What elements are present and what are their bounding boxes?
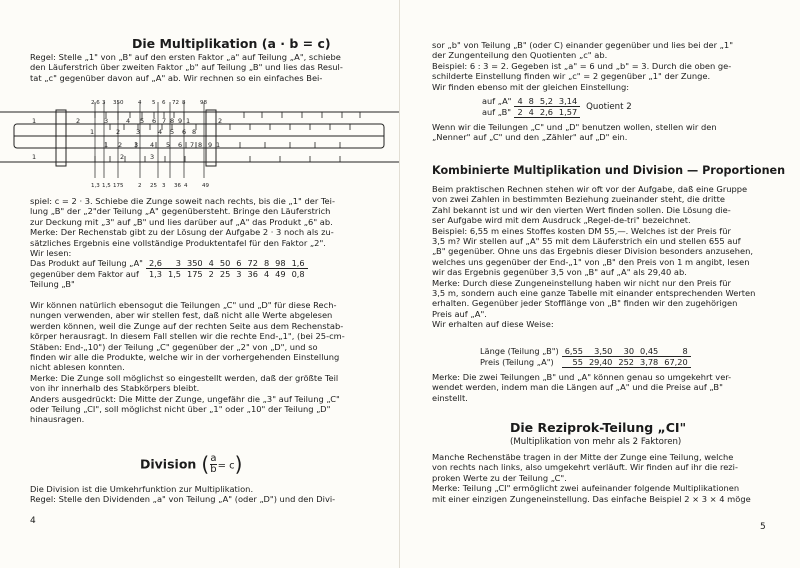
svg-text:98: 98 bbox=[200, 100, 207, 106]
svg-text:1,3: 1,3 bbox=[91, 183, 100, 189]
table-cell: 0,45 bbox=[637, 346, 661, 357]
text-line: finden wir alle die Produkte, welche wir in der vorhergehenden Einstellung bbox=[30, 352, 340, 362]
svg-text:25: 25 bbox=[150, 183, 157, 189]
table-cell: 3,50 bbox=[586, 346, 615, 357]
row-label: Teilung „B" bbox=[30, 279, 75, 289]
svg-text:1: 1 bbox=[186, 117, 191, 125]
table-cell: 67,20 bbox=[661, 357, 690, 368]
text-line: von ihr innerhalb des Stabkörpers bleibt. bbox=[30, 383, 200, 394]
text-line: lung „B" der „2"der Teilung „A" gegenübersteht. Bringe den Läuferstrich bbox=[30, 206, 331, 217]
table-cell: 98 bbox=[272, 258, 288, 269]
table-cell: 55 bbox=[562, 357, 586, 368]
reciprocal-scale-title: Die Reziprok-Teilung „CI" bbox=[510, 420, 687, 435]
table-cell: 2,6 bbox=[537, 107, 556, 118]
text-line: Merke: Durch diese Zungeneinstellung haben wir nicht nur den Preis für bbox=[432, 277, 731, 288]
fraction-numerator: a bbox=[210, 452, 217, 464]
table-cell: 3,78 bbox=[637, 357, 661, 368]
table-cell: 2,6 bbox=[146, 258, 165, 269]
table-cell: 4 bbox=[261, 269, 272, 280]
svg-text:2: 2 bbox=[116, 128, 121, 136]
reading-lines bbox=[95, 102, 204, 178]
table-cell: 6,55 bbox=[562, 346, 586, 357]
page-number-left: 4 bbox=[30, 516, 36, 526]
svg-text:3: 3 bbox=[136, 128, 141, 136]
table-cell: 3,14 bbox=[556, 96, 580, 107]
text-line: proken Werte zu der Teilung „C". bbox=[432, 472, 567, 483]
text-line: Die Division ist die Umkehrfunktion zur Multiplikation. bbox=[30, 484, 254, 494]
svg-text:9: 9 bbox=[208, 141, 213, 149]
text-line: Beim praktischen Rechnen stehen wir oft vor der Aufgabe, daß eine Gruppe bbox=[432, 184, 748, 194]
multiplication-title: Die Multiplikation (a · b = c) bbox=[132, 36, 331, 51]
svg-text:350: 350 bbox=[113, 100, 124, 106]
svg-text:49: 49 bbox=[202, 183, 209, 189]
division-title: Division bbox=[140, 456, 197, 472]
svg-text:3: 3 bbox=[104, 117, 109, 125]
text-line: Regel: Stelle den Dividenden „a" von Teilung „A" (oder „D") und den Divi- bbox=[30, 494, 336, 505]
svg-text:2: 2 bbox=[118, 141, 123, 149]
fraction-result: = c bbox=[217, 460, 235, 472]
svg-text:3: 3 bbox=[150, 153, 155, 161]
table-cell: 3 bbox=[165, 258, 184, 269]
table-cell: 49 bbox=[272, 269, 288, 280]
text-line: den Läuferstrich über zweiten Faktor „b" auf Teilung „B" und lies das Resul- bbox=[30, 62, 343, 73]
svg-text:2: 2 bbox=[218, 117, 223, 125]
table-cell: 350 bbox=[184, 258, 206, 269]
price-table bbox=[480, 346, 691, 368]
table-cell: 6 bbox=[233, 258, 244, 269]
svg-text:7: 7 bbox=[190, 141, 195, 149]
svg-text:6: 6 bbox=[162, 100, 166, 106]
text-line: Merke: Der Rechenstab gibt zu der Lösung der Aufgabe 2 · 3 noch als zu- bbox=[30, 227, 334, 238]
table-cell: 25 bbox=[217, 269, 233, 280]
table-cell: 4 bbox=[206, 258, 217, 269]
svg-text:36: 36 bbox=[174, 183, 181, 189]
svg-text:8: 8 bbox=[192, 128, 197, 136]
svg-text:3: 3 bbox=[162, 183, 166, 189]
division-fraction bbox=[210, 454, 216, 475]
svg-text:9: 9 bbox=[178, 117, 183, 125]
table-cell: 36 bbox=[245, 269, 261, 280]
svg-text:4: 4 bbox=[126, 117, 131, 125]
table-cell: 30 bbox=[615, 346, 637, 357]
svg-text:1: 1 bbox=[104, 141, 109, 149]
table-cell: 50 bbox=[217, 258, 233, 269]
text-line: nungen verwenden, aber wir stellen fest, daß nicht alle Werte abgelesen bbox=[30, 310, 333, 321]
text-line: körper herausragt. In diesem Fall stellen wir die rechte End-„1", (bei 25-cm- bbox=[30, 331, 345, 342]
svg-text:3: 3 bbox=[134, 141, 139, 149]
row-label: auf „B" bbox=[482, 107, 512, 117]
text-line: Beispiel: 6 : 3 = 2. Gegeben ist „a" = 6 und „b" = 3. Durch die oben ge- bbox=[432, 60, 732, 71]
table-cell: 2 bbox=[514, 107, 525, 118]
text-line: „Nenner" auf „C" und den „Zähler" auf „D" ein. bbox=[432, 132, 628, 143]
text-line: wir das Ergebnis gegenüber 3,5 von „B" auf „A" als 29,40 ab. bbox=[432, 267, 687, 278]
svg-text:7: 7 bbox=[162, 117, 167, 125]
svg-text:4: 4 bbox=[184, 183, 188, 189]
text-line: Wir finden ebenso mit der gleichen Einstellung: bbox=[432, 81, 630, 92]
svg-text:1: 1 bbox=[32, 117, 37, 125]
text-line: Regel: Stelle „1" von „B" auf den ersten Faktor „a" auf Teilung „A", schiebe bbox=[30, 52, 341, 62]
svg-text:5: 5 bbox=[152, 100, 156, 106]
text-line: „B" gegenüber. Ohne uns das Ergebnis dieser Division besonders anzusehen, bbox=[432, 246, 754, 257]
row-label: Das Produkt auf Teilung „A" bbox=[30, 258, 143, 269]
svg-text:1,5: 1,5 bbox=[102, 183, 111, 189]
row-label: Länge (Teilung „B") bbox=[480, 346, 559, 357]
text-line: Wir können natürlich ebensogut die Teilungen „C" und „D" für diese Rech- bbox=[30, 300, 337, 310]
text-line: schilderte Einstellung finden wir „c" = 2 gegenüber „1" der Zunge. bbox=[432, 71, 711, 82]
svg-text:2: 2 bbox=[138, 183, 142, 189]
svg-text:5: 5 bbox=[166, 141, 171, 149]
reciprocal-scale-subtitle: (Multiplikation von mehr als 2 Faktoren) bbox=[510, 437, 682, 447]
svg-text:2: 2 bbox=[76, 117, 81, 125]
table-cell: 8 bbox=[526, 96, 537, 107]
table-cell: 1,57 bbox=[556, 107, 580, 118]
svg-text:1: 1 bbox=[32, 153, 37, 161]
svg-text:6: 6 bbox=[182, 128, 187, 136]
text-line: der Zungenteilung den Quotienten „c" ab. bbox=[432, 50, 608, 61]
table-cell: 252 bbox=[615, 357, 637, 368]
text-line: welches uns gegenüber der End-„1" von „B" den Preis von 1 m angibt, lesen bbox=[432, 256, 750, 267]
table-cell: 29,40 bbox=[586, 357, 615, 368]
table-cell: 8 bbox=[661, 346, 690, 357]
text-line: nicht ablesen konnten. bbox=[30, 362, 125, 373]
text-line: 3,5 m? Wir stellen auf „A" 55 mit dem Läuferstrich ein und stellen 655 auf bbox=[432, 236, 741, 246]
text-line: wendet werden, indem man die Längen auf „A" und die Preise auf „B" bbox=[432, 382, 723, 393]
svg-text:5: 5 bbox=[140, 117, 145, 125]
text-line: von rechts nach links, also umgekehrt verläuft. Wir finden auf ihr die rezi- bbox=[432, 462, 738, 473]
table-cell: 5,2 bbox=[537, 96, 556, 107]
svg-text:4: 4 bbox=[150, 141, 155, 149]
svg-text:2,6: 2,6 bbox=[91, 100, 100, 106]
text-line: Merke: Die zwei Teilungen „B" und „A" können genau so umgekehrt ver- bbox=[432, 372, 732, 382]
text-line: Preis auf „A". bbox=[432, 308, 487, 319]
text-line: erhalten. Gegenüber jeder Stofflänge von „B" finden wir den zugehörigen bbox=[432, 298, 738, 309]
right-page bbox=[400, 0, 800, 568]
svg-text:6: 6 bbox=[152, 117, 157, 125]
division-heading: Division ( $\frac{a}{b}$ = c) bbox=[140, 452, 243, 476]
text-line: Wir erhalten auf diese Weise: bbox=[432, 319, 554, 330]
svg-text:8: 8 bbox=[182, 100, 186, 106]
svg-text:6: 6 bbox=[178, 141, 183, 149]
text-line: Beispiel: 6,55 m eines Stoffes kosten DM 55,—. Welches ist der Preis für bbox=[432, 225, 731, 236]
text-line: tat „c" gegenüber davon auf „A" ab. Wir rechnen so ein einfaches Bei- bbox=[30, 72, 323, 83]
row-label: Preis (Teilung „A") bbox=[480, 357, 554, 367]
quotient-result: Quotient 2 bbox=[586, 101, 632, 112]
text-line: hinausragen. bbox=[30, 414, 85, 425]
page-number-right: 5 bbox=[760, 522, 766, 532]
svg-text:2: 2 bbox=[120, 153, 125, 161]
rule-top-labels bbox=[91, 100, 207, 106]
svg-text:8: 8 bbox=[170, 117, 175, 125]
product-table bbox=[30, 258, 308, 289]
table-cell: 1,6 bbox=[289, 258, 308, 269]
scale-ticks bbox=[95, 112, 360, 162]
text-line: einstellt. bbox=[432, 392, 468, 403]
table-cell: 175 bbox=[184, 269, 206, 280]
svg-text:8: 8 bbox=[198, 141, 203, 149]
text-line: zur Deckung mit „3" auf „B" und lies darüber auf „A" das Produkt „6" ab. bbox=[30, 216, 333, 227]
svg-text:72: 72 bbox=[172, 100, 179, 106]
svg-text:4: 4 bbox=[158, 128, 163, 136]
table-cell: 3 bbox=[233, 269, 244, 280]
text-line: Wir lesen: bbox=[30, 248, 72, 258]
svg-text:175: 175 bbox=[113, 183, 124, 189]
text-line: Manche Rechenstäbe tragen in der Mitte der Zunge eine Teilung, welche bbox=[432, 452, 734, 462]
svg-text:1: 1 bbox=[90, 128, 95, 136]
text-line: mit einer einzigen Zungeneinstellung. Das einfache Beispiel 2 × 3 × 4 möge bbox=[432, 493, 751, 504]
text-line: ser Aufgabe wird mit dem Ausdruck „Regel-de-tri" bezeichnet. bbox=[432, 215, 691, 226]
text-line: spiel: c = 2 · 3. Schiebe die Zunge soweit nach rechts, bis die „1" der Tei- bbox=[30, 196, 335, 206]
table-cell: 1,5 bbox=[165, 269, 184, 280]
text-line: sor „b" von Teilung „B" (oder C) einander gegenüber und lies bei der „1" bbox=[432, 40, 734, 50]
fraction-denominator: b bbox=[210, 463, 217, 475]
text-line: sätzliches Ergebnis eine vollständige Produktentafel für den Faktor „2". bbox=[30, 237, 326, 248]
text-line: werden können, weil die Zunge auf der rechten Seite aus dem Rechenstab- bbox=[30, 320, 344, 331]
text-line: Merke: Teilung „CI" ermöglicht zwei aufeinander folgende Multiplikationen bbox=[432, 483, 740, 494]
table-cell: 8 bbox=[261, 258, 272, 269]
text-line: Stäben: End-„10") der Teilung „C" gegenüber der „2" von „D", und so bbox=[30, 341, 318, 352]
text-line: Anders ausgedrückt: Die Mitte der Zunge, ungefähr die „3" auf Teilung „C" bbox=[30, 393, 340, 404]
svg-text:5: 5 bbox=[170, 128, 175, 136]
row-label: gegenüber dem Faktor auf bbox=[30, 268, 139, 279]
table-cell: 1,3 bbox=[146, 269, 165, 280]
svg-text:3: 3 bbox=[102, 100, 106, 106]
row-label: auf „A" bbox=[482, 96, 512, 107]
quotient-table bbox=[482, 96, 635, 118]
svg-text:4: 4 bbox=[138, 100, 142, 106]
rule-bottom-labels bbox=[91, 183, 209, 189]
text-line: von zwei Zahlen in bestimmten Beziehung zueinander steht, die dritte bbox=[432, 194, 725, 205]
table-cell: 0,8 bbox=[289, 269, 308, 280]
slide-rule-diagram bbox=[0, 96, 400, 190]
text-line: Merke: Die Zunge soll möglichst so eingestellt werden, daß der größte Teil bbox=[30, 372, 339, 383]
table-cell: 4 bbox=[526, 107, 537, 118]
text-line: oder Teilung „CI", soll möglichst nicht über „1" oder „10" der Teilung „D" bbox=[30, 404, 331, 414]
text-line: Wenn wir die Teilungen „C" und „D" benutzen wollen, stellen wir den bbox=[432, 122, 717, 132]
proportions-title: Kombinierte Multiplikation und Division — Proportionen bbox=[432, 164, 786, 177]
svg-text:1: 1 bbox=[216, 141, 221, 149]
text-line: 3,5 m, sondern auch eine ganze Tabelle mit einander entsprechenden Werten bbox=[432, 288, 756, 298]
text-line: Zahl bekannt ist und wir den vierten Wert finden sollen. Die Lösung die- bbox=[432, 204, 731, 215]
table-cell: 72 bbox=[245, 258, 261, 269]
table-cell: 4 bbox=[514, 96, 525, 107]
table-cell: 2 bbox=[206, 269, 217, 280]
